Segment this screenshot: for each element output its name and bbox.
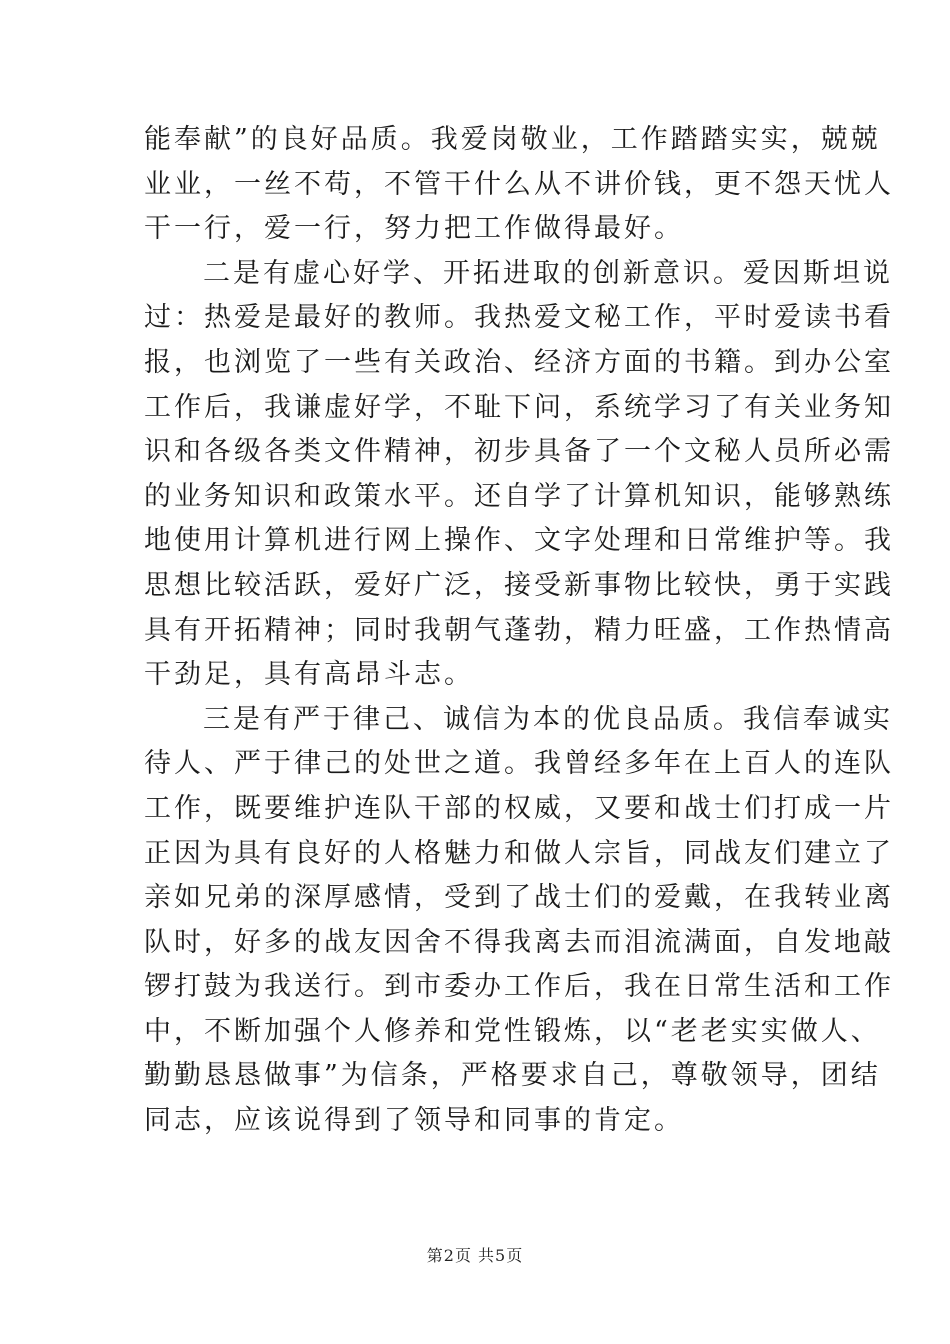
text-line: 勤勤恳恳做事”为信条，严格要求自己，尊敬领导，团结 [144, 1060, 881, 1092]
text-line: 地使用计算机进行网上操作、文字处理和日常维护等。我 [144, 525, 894, 557]
text-line: 中，不断加强个人修养和党性锻炼，以“老老实实做人、 [144, 1015, 881, 1047]
text-line: 待人、严于律己的处世之道。我曾经多年在上百人的连队 [144, 748, 894, 780]
text-line: 具有开拓精神；同时我朝气蓬勃，精力旺盛，工作热情高 [144, 614, 894, 646]
text-line: 过：热爱是最好的教师。我热爱文秘工作，平时爱读书看 [144, 302, 894, 334]
text-line: 干一行，爱一行，努力把工作做得最好。 [144, 213, 684, 245]
paragraph-start-line: 二是有虚心好学、开拓进取的创新意识。爱因斯坦说 [203, 257, 893, 289]
page-number-footer: 第2页 共5页 [426, 1246, 524, 1265]
text-line: 能奉献”的良好品质。我爱岗敬业，工作踏踏实实，兢兢 [144, 124, 881, 155]
text-line: 思想比较活跃，爱好广泛，接受新事物比较快，勇于实践 [144, 569, 894, 601]
text-line: 同志，应该说得到了领导和同事的肯定。 [144, 1105, 684, 1137]
text-line: 干劲足，具有高昂斗志。 [144, 659, 474, 691]
text-line: 的业务知识和政策水平。还自学了计算机知识，能够熟练 [144, 480, 894, 512]
text-line: 正因为具有良好的人格魅力和做人宗旨，同战友们建立了 [144, 837, 894, 869]
text-line: 队时，好多的战友因舍不得我离去而泪流满面，自发地敲 [144, 926, 894, 958]
text-line: 工作，既要维护连队干部的权威，又要和战士们打成一片 [144, 792, 894, 824]
text-line: 报，也浏览了一些有关政治、经济方面的书籍。到办公室 [144, 346, 894, 378]
text-line: 锣打鼓为我送行。到市委办工作后，我在日常生活和工作 [144, 971, 894, 1003]
text-line: 业业，一丝不苟，不管干什么从不讲价钱，更不怨天忧人 [144, 168, 894, 200]
text-line: 识和各级各类文件精神，初步具备了一个文秘人员所必需 [144, 436, 894, 468]
document-body [144, 118, 894, 1144]
text-line: 亲如兄弟的深厚感情，受到了战士们的爱戴，在我转业离 [144, 882, 894, 914]
paragraph-start-line: 三是有严于律己、诚信为本的优良品质。我信奉诚实 [203, 703, 893, 735]
text-line: 工作后，我谦虚好学，不耻下问，系统学习了有关业务知 [144, 391, 894, 423]
